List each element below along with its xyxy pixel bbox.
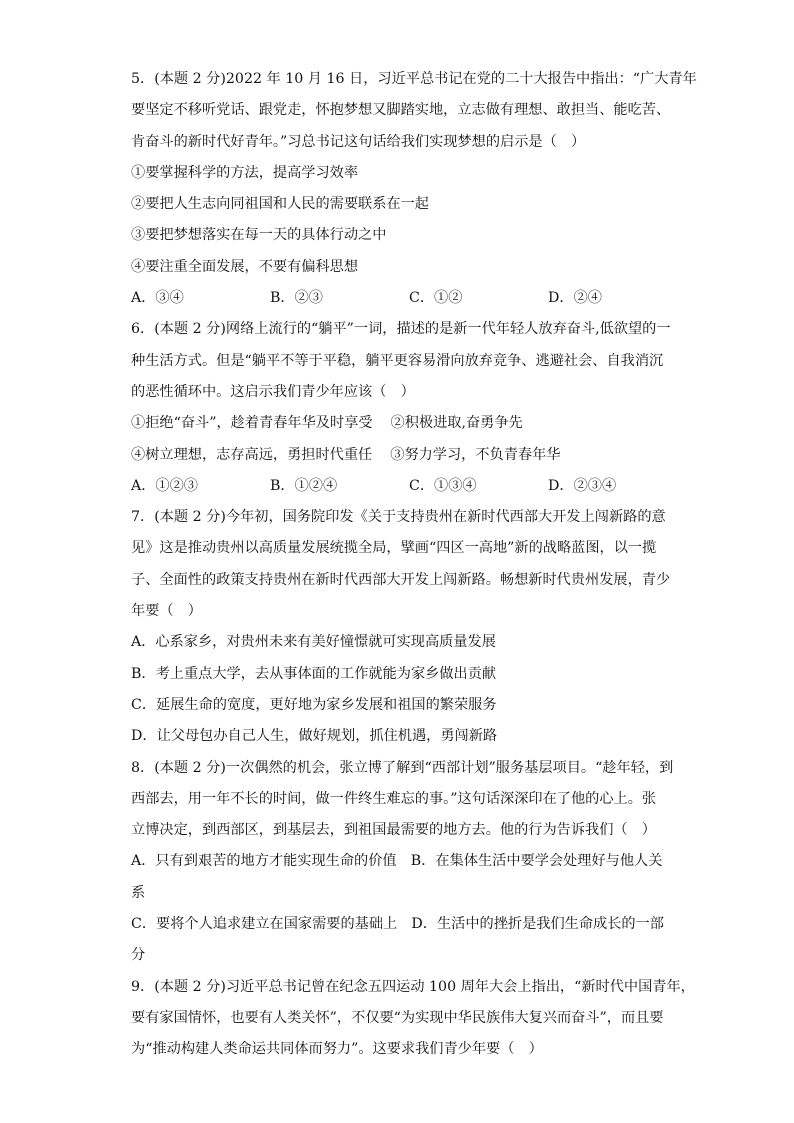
question-5 [131,64,697,314]
question-9 [131,972,695,1066]
statement: ③要把梦想落实在每一天的具体行动之中 [131,227,387,244]
question-stem-line: 9．(本题 2 分)习近平总书记曾在纪念五四运动 100 周年大会上指出，“新时代中国青年， [131,978,695,995]
question-stem-line: 西部去，用一年不长的时间，做一件终生难忘的事。”这句话深深印在了他的心上。张 [131,790,657,807]
option-c: C．①③④ [409,477,477,494]
option-line: C．要将个人追求建立在国家需要的基础上 D．生活中的挫折是我们生命成长的一部 [131,916,664,933]
question-6 [131,314,671,502]
question-stem-line: 种生活方式。但是“躺平不等于平稳，躺平更容易滑向放弃竞争、逃避社会、自我消沉 [131,352,664,369]
option-line: A．只有到艰苦的地方才能实现生命的价值 B．在集体生活中要学会处理好与他人关 [131,853,663,870]
option-b: B．考上重点大学，去从事体面的工作就能为家乡做出贡献 [131,665,497,682]
option-a: A．心系家乡，对贵州未来有美好憧憬就可实现高质量发展 [131,634,496,651]
statement: ②要把人生志向同祖国和人民的需要联系在一起 [131,196,429,213]
option-d: D．②④ [548,290,602,307]
question-stem-line: 7．(本题 2 分)今年初，国务院印发《关于支持贵州在新时代西部大开发上闯新路的意 [131,509,666,526]
option-b: B．②③ [270,290,323,307]
question-stem-line: 立博决定，到西部区，到基层去，到祖国最需要的地方去。他的行为告诉我们（ ） [131,822,656,839]
answer-options [131,471,671,502]
question-stem-line: 5．(本题 2 分)2022 年 10 月 16 日，习近平总书记在党的二十大报告中指出：“广大青年 [131,71,697,87]
option-d: D．让父母包办自己人生，做好规划，抓住机遇，勇闯新路 [131,728,498,745]
option-c: C．延展生命的宽度，更好地为家乡发展和祖国的繁荣服务 [131,696,497,713]
option-a: A．③④ [131,290,184,307]
statement-row [131,440,671,471]
statement: ②积极进取,奋勇争先 [390,415,523,432]
question-stem-line: 为“推动构建人类命运共同体而努力”。这要求我们青少年要（ ） [131,1041,543,1058]
question-stem-line: 年要（ ） [131,603,202,620]
statement-row [131,408,671,439]
question-stem-line: 的恶性循环中。这启示我们青少年应该（ ） [131,383,415,400]
question-8 [131,753,674,972]
statement: ④树立理想，志存高远，勇担时代重任 [131,446,373,463]
option-a: A．①②③ [131,477,198,494]
question-stem-line: 肯奋斗的新时代好青年。”习总书记这句话给我们实现梦想的启示是（ ） [131,133,586,150]
question-stem-line: 要有家国情怀，也要有人类关怀”，不仅要“为实现中华民族伟大复兴而奋斗”，而且要 [131,1009,664,1026]
question-stem-line: 子、全面性的政策支持贵州在新时代西部大开发上闯新路。畅想新时代贵州发展，青少 [131,571,671,588]
question-stem-line: 要坚定不移听党话、跟党走，怀抱梦想又脚踏实地，立志做有理想、敢担当、能吃苦、 [131,102,671,119]
statement: ③努力学习，不负青春年华 [390,446,561,463]
answer-options [131,283,671,314]
question-stem-line: 见》这是推动贵州以高质量发展统揽全局，擘画“四区一高地”新的战略蓝图，以一揽 [131,540,657,557]
option-line: 分 [131,947,146,964]
statement: ①要掌握科学的方法，提高学习效率 [131,164,359,181]
option-b: B．①②④ [270,477,338,494]
question-stem-line: 8．(本题 2 分)一次偶然的机会，张立博了解到“西部计划”服务基层项目。“趁年轻，到 [131,759,674,776]
question-list [131,64,697,1066]
option-c: C．①② [409,290,463,307]
statement: ④要注重全面发展，不要有偏科思想 [131,258,359,275]
option-d: D．②③④ [548,477,617,494]
statement: ①拒绝“奋斗”，趁着青春年华及时享受 [131,415,373,432]
question-stem-line: 6．(本题 2 分)网络上流行的“躺平”一词，描述的是新一代年轻人放弃奋斗,低欲望的一 [131,321,671,338]
question-7 [131,502,671,752]
option-line: 系 [131,884,146,901]
